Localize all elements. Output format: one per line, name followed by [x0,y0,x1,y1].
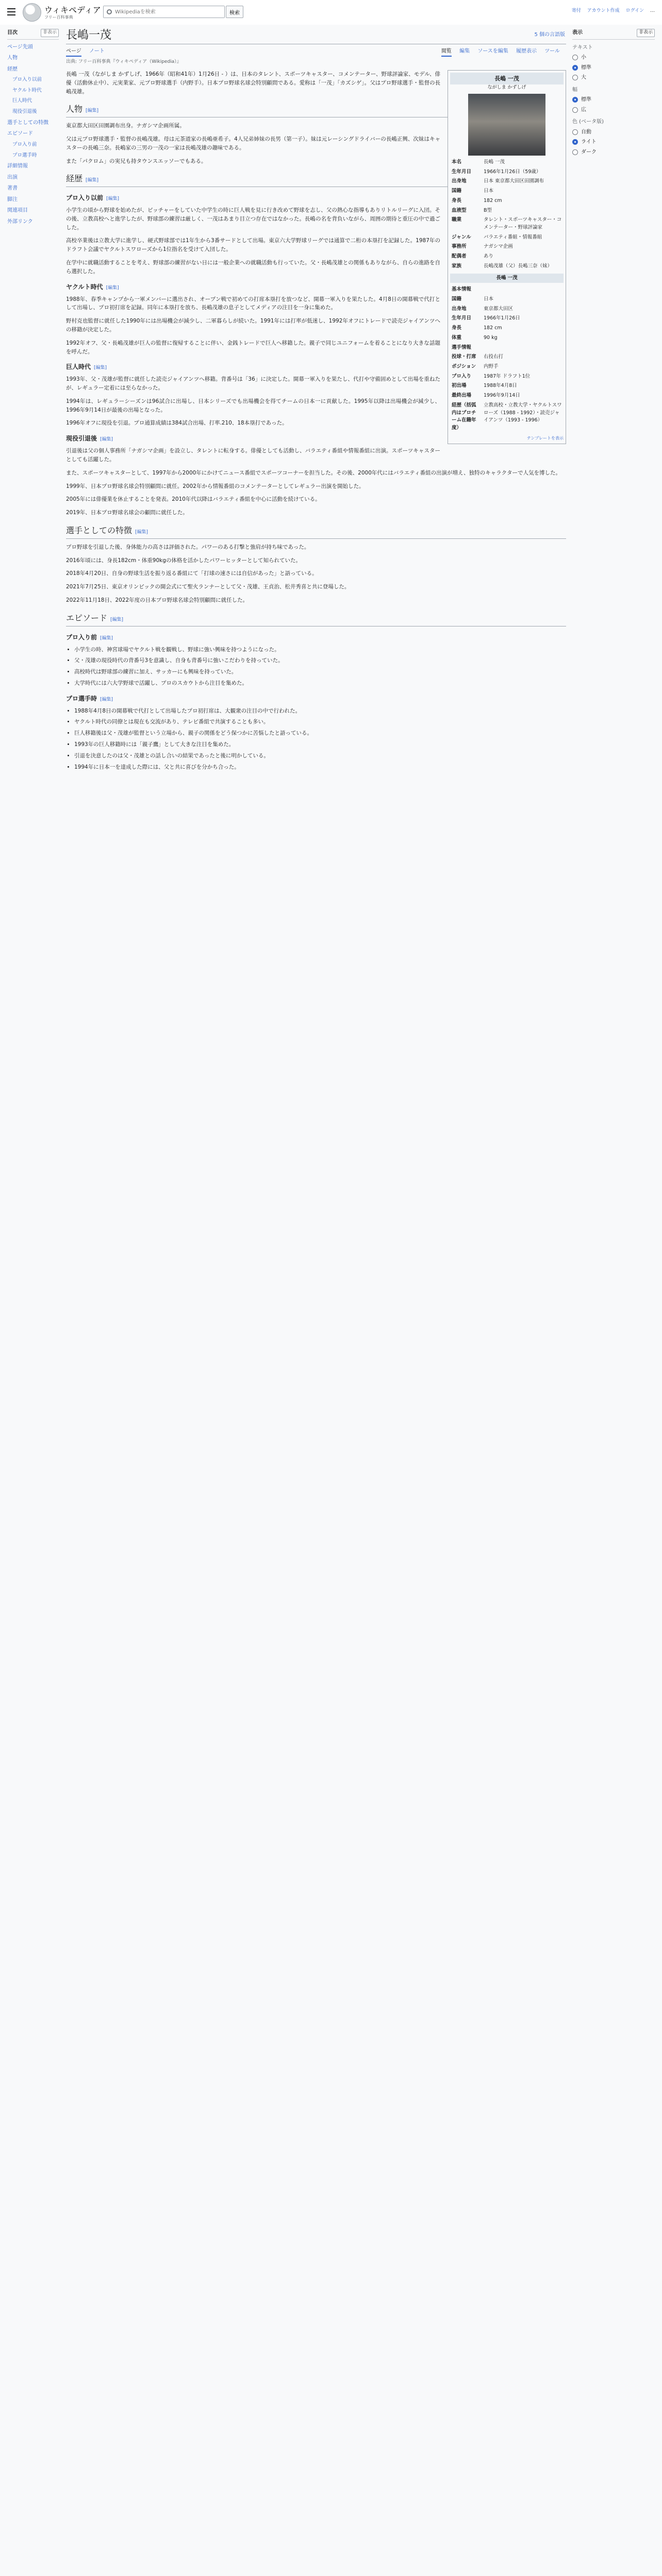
infobox-key: 身長 [452,325,462,331]
paragraph: 1988年、春季キャンプから一軍メンバーに選出され、オープン戦で初めての打席本塁打を放つなど、開幕一軍入りを果たした。4月8日の開幕戦で代打として出場し、プロ初打席を記録。同年に本塁打を放ち、長嶋茂雄の息子としてメディアの注目を一身に集めた。 [66,296,440,311]
infobox-row [450,324,564,333]
infobox-row [450,352,564,362]
infobox-row [450,187,564,196]
infobox-value: 立教高校・立教大学・ヤクルトスワローズ（1988 - 1992）・読売ジャイアンツ（1993 - 1996） [484,402,562,423]
toc-item[interactable]: 巨人時代 [12,98,32,104]
site-header [0,0,662,25]
radio-icon[interactable] [572,55,578,60]
infobox-value: 東京都大田区 [484,306,514,312]
paragraph: 2005年には俳優業を休止することを発表。2010年代以降はバラエティ番組を中心に活動を続けている。 [66,496,321,503]
color-label: 色 (ベータ版) [572,119,604,125]
infobox-kana: ながしま かずしげ [487,84,526,90]
template-link[interactable]: テンプレートを表示 [526,435,564,440]
section-edit-link[interactable]: [編集] [135,529,148,535]
radio-label: 標準 [581,97,591,103]
infobox-value: 日本 東京都大田区田園調布 [484,178,544,184]
radio-icon[interactable] [572,75,578,80]
radio-option[interactable] [572,96,655,104]
paragraph: 高校卒業後は立教大学に進学し、硬式野球部では1年生から3番サードとして出場。東京六大学野球リーグでは通算で二桁の本塁打を記録した。1987年のドラフト会議でヤクルトスワローズから1位指名を受けて入団した。 [66,238,440,253]
toc-item[interactable]: 外部リンク [7,218,33,225]
infobox-row [450,252,564,262]
radio-label: 広 [581,107,586,113]
page-title: 長嶋一茂 [66,29,112,42]
radio-option[interactable] [572,54,655,62]
toc-item[interactable]: ページ先頭 [7,44,33,50]
list-item: • 小学生の時、神宮球場でヤクルト戦を観戦し、野球に強い興味を持つようになった。 [74,646,566,654]
toc-item[interactable]: プロ入り前 [12,141,37,147]
radio-icon[interactable] [572,129,578,135]
radio-option[interactable] [572,138,655,146]
section-title: 人物 [66,104,83,114]
site-tagline: フリー百科事典 [44,15,73,20]
tab-history[interactable]: 履歴表示 [516,48,537,54]
text-size-label: テキスト [572,44,593,50]
infobox-key: 血液型 [452,207,467,213]
toc-item[interactable]: 経歴 [7,66,18,72]
section-heading [66,524,566,539]
infobox-key: 投球・打席 [452,354,476,360]
section-title: 巨人時代 [66,363,91,371]
infobox-key: 最終出場 [452,393,472,399]
infobox-row [450,285,564,295]
radio-label: 標準 [581,64,591,71]
infobox-value: 内野手 [484,364,499,370]
donate-link[interactable]: 寄付 [571,8,581,13]
infobox-name: 長嶋 一茂 [450,73,564,84]
paragraph: 在学中に就職活動することを考え、野球部の練習がない日には一般企業への就職活動も行っていた。父・長嶋茂雄との関係もありながら、自らの進路を自ら選択した。 [66,260,440,275]
section-edit-link[interactable]: [編集] [106,196,120,202]
section-title: ヤクルト時代 [66,283,103,291]
infobox-row [450,343,564,353]
infobox-row [450,206,564,216]
infobox-value: 1988年4月8日 [484,383,517,389]
infobox-value: 1987年 ドラフト1位 [484,373,531,379]
color-options [572,128,655,157]
toc-sidebar [7,27,59,227]
paragraph: 1999年、日本プロ野球名球会特別顧問に就任。2002年から情報番組のコメンテーターとしてレギュラー出演を開始した。 [66,483,365,489]
infobox-row [450,158,564,167]
main-menu-button[interactable] [7,8,15,15]
search-input[interactable] [104,6,224,18]
radio-option[interactable] [572,74,655,82]
infobox-key: ポジション [452,364,476,370]
main-content [66,27,566,2576]
search-icon [107,9,112,14]
radio-option[interactable] [572,148,655,157]
infobox-player-heading: 長嶋 一茂 [450,274,564,283]
paragraph: 父は元プロ野球選手・監督の長嶋茂雄。母は元茶道家の長嶋亜希子。4人兄弟姉妹の長男（第一子）。妹は元レーシングドライバーの長嶋正興、次妹はキャスターの長嶋三奈。長嶋家の三男の一茂の一家は長嶋茂雄の趣味である。 [66,135,440,151]
infobox-row [450,262,564,272]
infobox-value: B型 [484,207,492,213]
infobox-value: 日本 [484,296,494,302]
paragraph: 2016年頃には、身長182cm・体重90kgの体格を活かしたパワーヒッターとして知られていた。 [66,557,302,564]
infobox-key: 生年月日 [452,168,472,175]
infobox-key: 家族 [452,263,462,269]
infobox-value [482,285,564,295]
user-links [567,8,655,15]
infobox-value: ナガシマ企画 [484,244,513,250]
paragraph: 1992年オフ、父・長嶋茂雄が巨人の監督に復帰することに伴い、金銭トレードで巨人へ移籍した。親子で同じユニフォームを着ることになり大きな話題を呼んだ。 [66,340,440,355]
toc-item[interactable]: 人物 [7,55,18,61]
section-title: プロ選手時 [66,694,97,702]
infobox-key: 基本情報 [452,286,472,293]
infobox-key: 事務所 [452,244,467,250]
paragraph: また「パクロム」の実兄も持タウンスエッソーでもある。 [66,158,207,164]
text-size-options [572,54,655,82]
list-item: • 父・茂雄の現役時代の背番号3を意識し、自身も背番号に強いこだわりを持っていた。 [74,656,566,665]
toc-item[interactable]: 現役引退後 [12,109,37,115]
width-options [572,96,655,114]
wikipedia-logo-icon[interactable] [23,3,41,22]
paragraph: 2019年、日本プロ野球名球会の顧問に就任した。 [66,510,188,516]
intro-paragraph: 長嶋 一茂（ながしま かずしげ、1966年（昭和41年）1月26日 - ）は、日本のタレント、スポーツキャスター、コメンテーター、野球評論家、モデル、俳優（活動休止中）、元実業家、元プロ野球選手（内野手）。日本プロ野球名球会特別顧問である。愛称は「一茂」「カズシゲ」。父はプロ野球選手・監督の長嶋茂雄。 [66,71,440,95]
infobox-key: 初出場 [452,383,467,389]
section-heading [66,694,566,704]
paragraph: また、スポーツキャスターとして、1997年から2000年にかけてニュース番組でスポーツコーナーを担当した。その後、2000年代にはバラエティ番組の出演が増え、独特のキャラクターで人気を博した。 [66,469,561,476]
toc-item[interactable]: 詳細情報 [7,163,28,170]
infobox-value: あり [484,253,494,260]
paragraph: 2018年4月20日、自身の野球生活を振り返る番組にて「打球の速さには自信があった」と語っている。 [66,570,318,577]
infobox-key: 経歴（括弧内はプロチーム在籍年度） [452,402,476,431]
paragraph: 東京都大田区田園調布出身。ナガシマ企画所属。 [66,123,185,129]
toc-title: 目次 [7,30,18,36]
toc-item[interactable]: 脚注 [7,196,18,202]
infobox-row [450,242,564,252]
toc-item[interactable]: プロ選手時 [12,152,37,158]
radio-label: 自動 [581,129,591,135]
infobox-row [450,304,564,314]
toc-item[interactable]: ヤクルト時代 [12,87,42,93]
list-item: • 高校時代は野球部の練習に加え、サッカーにも興味を持っていた。 [74,668,566,676]
radio-label: 小 [581,55,586,60]
search-box[interactable] [103,6,225,18]
section-title: エピソード [66,613,108,623]
infobox-key: 本名 [452,159,462,165]
infobox-row [450,314,564,324]
infobox-value: バラエティ番組・情報番組 [484,234,542,240]
paragraph: 2022年11月18日、2022年度の日本プロ野球名球会特別顧問に就任した。 [66,597,249,603]
radio-icon[interactable] [572,149,578,155]
bullet-list [74,646,566,688]
tab-read[interactable]: 閲覧 [441,48,452,57]
section-title: 現役引退後 [66,435,97,443]
login-link[interactable]: ログイン [625,8,644,13]
infobox-row [450,196,564,206]
radio-option[interactable] [572,106,655,114]
radio-icon[interactable] [572,65,578,71]
appearance-hide-button[interactable]: 非表示 [637,29,655,37]
infobox-row [450,233,564,243]
paragraph: 小学生の頃から野球を始めたが、ピッチャーをしていた中学生の時に巨人戦を見に行き改めて野球を志し、父の熱心な指導もありリトルリーグに入団。その後、立教高校へと進学したが、野球部の練習は厳しく、一茂はあまり目立つ存在ではなかった。長嶋の名を背負いながら、周囲の期待と重圧の中で過ごした。 [66,207,440,231]
infobox-value: 182 cm [484,197,502,204]
paragraph: 1993年、父・茂雄が監督に就任した読売ジャイアンツへ移籍。背番号は「36」に決定した。開幕一軍入りを果たし、代打や守備固めとして出場を重ねたが、レギュラー定着には至らなかった。 [66,376,440,392]
list-item: • 1994年に日本一を達成した際には、父と共に喜びを分かち合った。 [74,763,566,772]
toc-list [7,42,59,228]
section-heading [66,633,566,642]
list-item: • 引退を決意したのは父・茂雄との話し合いの結果であったと後に明かしている。 [74,752,566,760]
toc-item[interactable]: 出演 [7,174,18,180]
infobox-key: 職業 [452,217,462,223]
list-item: • 巨人移籍後は父・茂雄が監督という立場から、親子の関係をどう保つかに苦悩したと語っている。 [74,729,566,738]
tab-edit[interactable]: 編集 [459,48,470,54]
section-heading [66,612,566,626]
infobox-row [450,177,564,187]
list-item: • ヤクルト時代の同僚とは現在も交流があり、テレビ番組で共演することも多い。 [74,718,566,726]
infobox-key: 選手情報 [452,344,472,350]
section-title: 経歴 [66,174,83,184]
infobox-value: 1966年1月26日（59歳） [484,168,541,175]
radio-option[interactable] [572,128,655,137]
infobox-value: 日本 [484,188,494,194]
infobox-key: 生年月日 [452,315,472,321]
tab-tools[interactable]: ツール [544,48,560,54]
infobox-key: 体重 [452,334,462,341]
toc-item[interactable]: 選手としての特徴 [7,120,48,126]
infobox-row [450,372,564,382]
infobox-table [450,158,564,272]
radio-option[interactable] [572,64,655,72]
toc-item[interactable]: エピソード [7,131,33,137]
infobox-value: 1996年9月14日 [484,393,520,399]
section-edit-link[interactable]: [編集] [94,365,107,371]
infobox-value: タレント・スポーツキャスター・コメンテーター・野球評論家 [484,217,562,230]
appearance-sidebar [572,27,655,158]
appearance-title: 表示 [572,30,583,36]
infobox-key: 出身地 [452,178,467,184]
more-menu-icon[interactable]: … [650,8,655,13]
section-edit-link[interactable]: [編集] [100,437,113,443]
tab-talk[interactable]: ノート [89,48,105,54]
paragraph: 野村克也監督に就任した1990年には出場機会が減少し、二軍暮らしが続いた。1991年には打率が低迷し、1992年オフにトレードで読売ジャイアンツへの移籍が決定した。 [66,318,440,333]
bullet-list [74,707,566,772]
section-title: プロ入り以前 [66,194,104,202]
section-title: 選手としての特徴 [66,525,133,535]
paragraph: 1996年オフに現役を引退。プロ通算成績は384試合出場、打率.210、18本塁打であった。 [66,420,288,427]
section-edit-link[interactable]: [編集] [110,617,124,622]
radio-label: ライト [581,139,597,145]
page-tabs [66,44,566,58]
infobox-row [450,215,564,232]
section-edit-link[interactable]: [編集] [100,635,113,641]
toc-item[interactable]: 著書 [7,185,18,192]
infobox-value: 182 cm [484,325,502,331]
infobox-key: 出身地 [452,306,467,312]
source-line: 出典: フリー百科事典『ウィキペディア（Wikipedia）』 [66,59,181,64]
site-wordmark[interactable]: ウィキペディア [44,5,101,15]
radio-label: 大 [581,75,586,80]
list-item: • 大学時代には六大学野球で活躍し、プロのスカウトから注目を集めた。 [74,679,566,688]
infobox [448,70,566,444]
section-title: プロ入り前 [66,633,97,641]
infobox-row [450,391,564,401]
infobox-player-table [450,285,564,433]
section-edit-link[interactable]: [編集] [86,178,99,183]
infobox-key: 配偶者 [452,253,467,260]
infobox-key: 国籍 [452,188,462,194]
infobox-value: 1966年1月26日 [484,315,520,321]
infobox-row [450,295,564,304]
paragraph: 2021年7月25日、東京オリンピックの開会式にて聖火ランナーとして父・茂雄、王貞治、松井秀喜と共に登場した。 [66,584,350,590]
paragraph: 1994年は、レギュラーシーズンは96試合に出場し、日本シリーズでも出場機会を得てチームの日本一に貢献した。1995年以降は出場機会が減少し、1996年9月14日が最後の出場となった。 [66,398,440,413]
width-label: 幅 [572,87,577,93]
toc-item[interactable]: 関連項目 [7,208,28,214]
infobox-value: 90 kg [484,334,498,341]
infobox-row [450,333,564,343]
infobox-row [450,401,564,433]
infobox-key: 国籍 [452,296,462,302]
radio-icon[interactable] [572,97,578,103]
section-edit-link[interactable]: [編集] [106,285,119,291]
radio-icon[interactable] [572,107,578,113]
radio-icon[interactable] [572,139,578,145]
list-item: • 1993年の巨人移籍時には「親子鷹」として大きな注目を集めた。 [74,740,566,749]
infobox-value: 右投右打 [484,354,504,360]
tab-page[interactable]: ページ [66,48,81,57]
search-button[interactable]: 検索 [226,6,243,18]
infobox-value: 長嶋 一茂 [484,159,505,165]
section-edit-link[interactable]: [編集] [86,108,99,114]
infobox-value: 長嶋茂雄（父）長嶋三奈（妹） [484,263,553,269]
toc-hide-button[interactable]: 非表示 [41,29,59,37]
tab-edit-source[interactable]: ソースを編集 [477,48,508,54]
infobox-value [482,343,564,353]
infobox-row [450,381,564,391]
portrait-photo [468,94,545,156]
paragraph: 引退後は父の個人事務所「ナガシマ企画」を設立し、タレントに転身する。俳優としても活動し、バラエティ番組や情報番組に出演。スポーツキャスターとしても活躍した。 [66,448,440,463]
infobox-key: 身長 [452,197,462,204]
create-account-link[interactable]: アカウント作成 [587,8,620,13]
infobox-key: ジャンル [452,234,471,240]
list-item: • 1988年4月8日の開幕戦で代打として出場したプロ初打席は、大観衆の注目の中で行われた。 [74,707,566,716]
radio-label: ダーク [581,149,597,155]
language-button[interactable]: 5 個の言語版 [534,32,565,38]
paragraph: プロ野球を引退した後、身体能力の高さは評価された。パワーのある打撃と強肩が持ち味であった。 [66,544,310,550]
infobox-row [450,362,564,372]
infobox-row [450,167,564,177]
infobox-key: プロ入り [452,373,472,379]
section-edit-link[interactable]: [編集] [100,697,113,702]
toc-item[interactable]: プロ入り以前 [12,77,42,82]
